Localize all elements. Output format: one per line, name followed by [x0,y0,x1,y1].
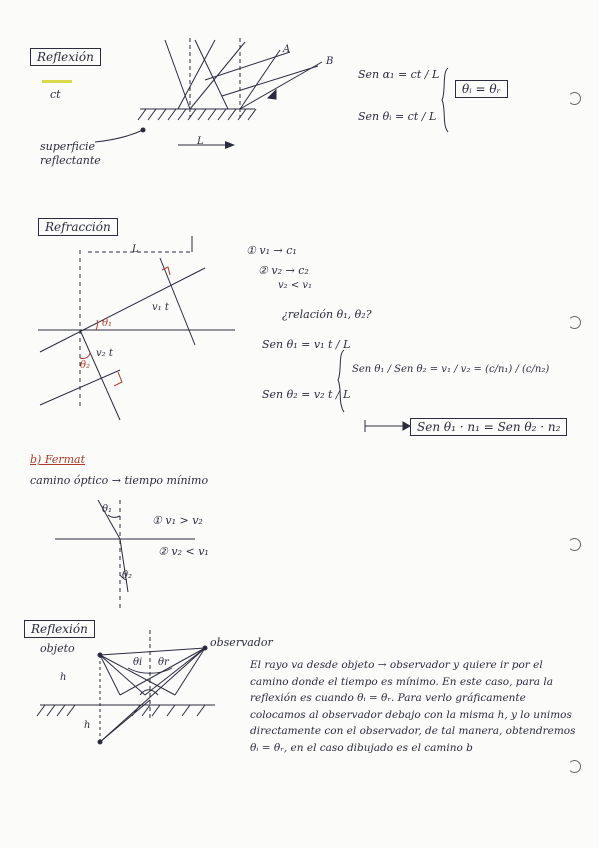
label-theta2: θ₂ [80,360,91,371]
section3-title: b) Fermat [30,453,86,466]
dimension-label: L [197,136,204,147]
refraction-diagram [38,236,410,432]
fermat-item1: ① v₁ > v₂ [152,514,203,527]
section4-title: Reflexión [24,620,95,638]
eq2: Sen θ₂ = v₂ t / L [262,388,351,401]
eq2: Sen θᵢ = ct / L [358,110,437,123]
reflection-diagram-1 [95,38,448,149]
item1: ① v₁ → c₁ [246,244,297,257]
point-a-label: A [283,44,291,55]
label-v1t: v₁ t [152,302,169,313]
theta-i-label: θi [133,657,143,668]
fermat-theta2: θ₂ [122,570,133,581]
observer-label: observador [210,636,273,649]
item2: ② v₂ → c₂ [258,264,309,277]
section2-title: Refracción [38,218,118,236]
theta-r-label: θr [158,657,169,668]
explanation-paragraph: El rayo va desde objeto → observador y quiere ir por el camino donde el tiempo es mínimo. En este caso, para la reflexión es cuando θᵢ = θᵣ. Para verlo gráficamente colocamos al observador debajo con la misma h, y lo unimos directamente con el observador, de tal manera, obtendremos θᵢ = θᵣ, en el caso dibujado es el camino b [250,659,576,754]
label-v2t: v₂ t [96,348,113,359]
surface-label-1: superficie [40,140,96,153]
binder-hole-icon [568,316,581,329]
item2b: v₂ < v₁ [278,280,313,291]
highlight-bar [42,80,72,83]
fermat-theta1: θ₁ [102,504,113,515]
point-b-label: B [326,56,334,67]
binder-hole-icon [568,92,581,105]
eq1: Sen θ₁ = v₁ t / L [262,338,351,351]
surface-label-2: reflectante [40,154,101,167]
section1-title: Reflexión [30,48,101,66]
question: ¿relación θ₁, θ₂? [282,308,372,321]
result-box-2: Sen θ₁ · n₁ = Sen θ₂ · n₂ [410,418,567,436]
binder-hole-icon [568,760,581,773]
eq1: Sen α₁ = ct / L [358,68,440,81]
object-label: objeto [40,642,75,655]
h-label-bottom: h [84,720,91,731]
result-box-1: θᵢ = θᵣ [455,80,508,98]
binder-hole-icon [568,538,581,551]
ct-label: ct [50,88,61,101]
section3-subtitle: camino óptico → tiempo mínimo [30,474,209,487]
label-L: L [132,244,139,255]
label-theta1: θ₁ [102,318,113,329]
h-label-top: h [60,672,67,683]
fermat-item2: ② v₂ < v₁ [158,545,209,558]
ratio: Sen θ₁ / Sen θ₂ = v₁ / v₂ = (c/n₁) / (c/n₂) [352,364,550,375]
